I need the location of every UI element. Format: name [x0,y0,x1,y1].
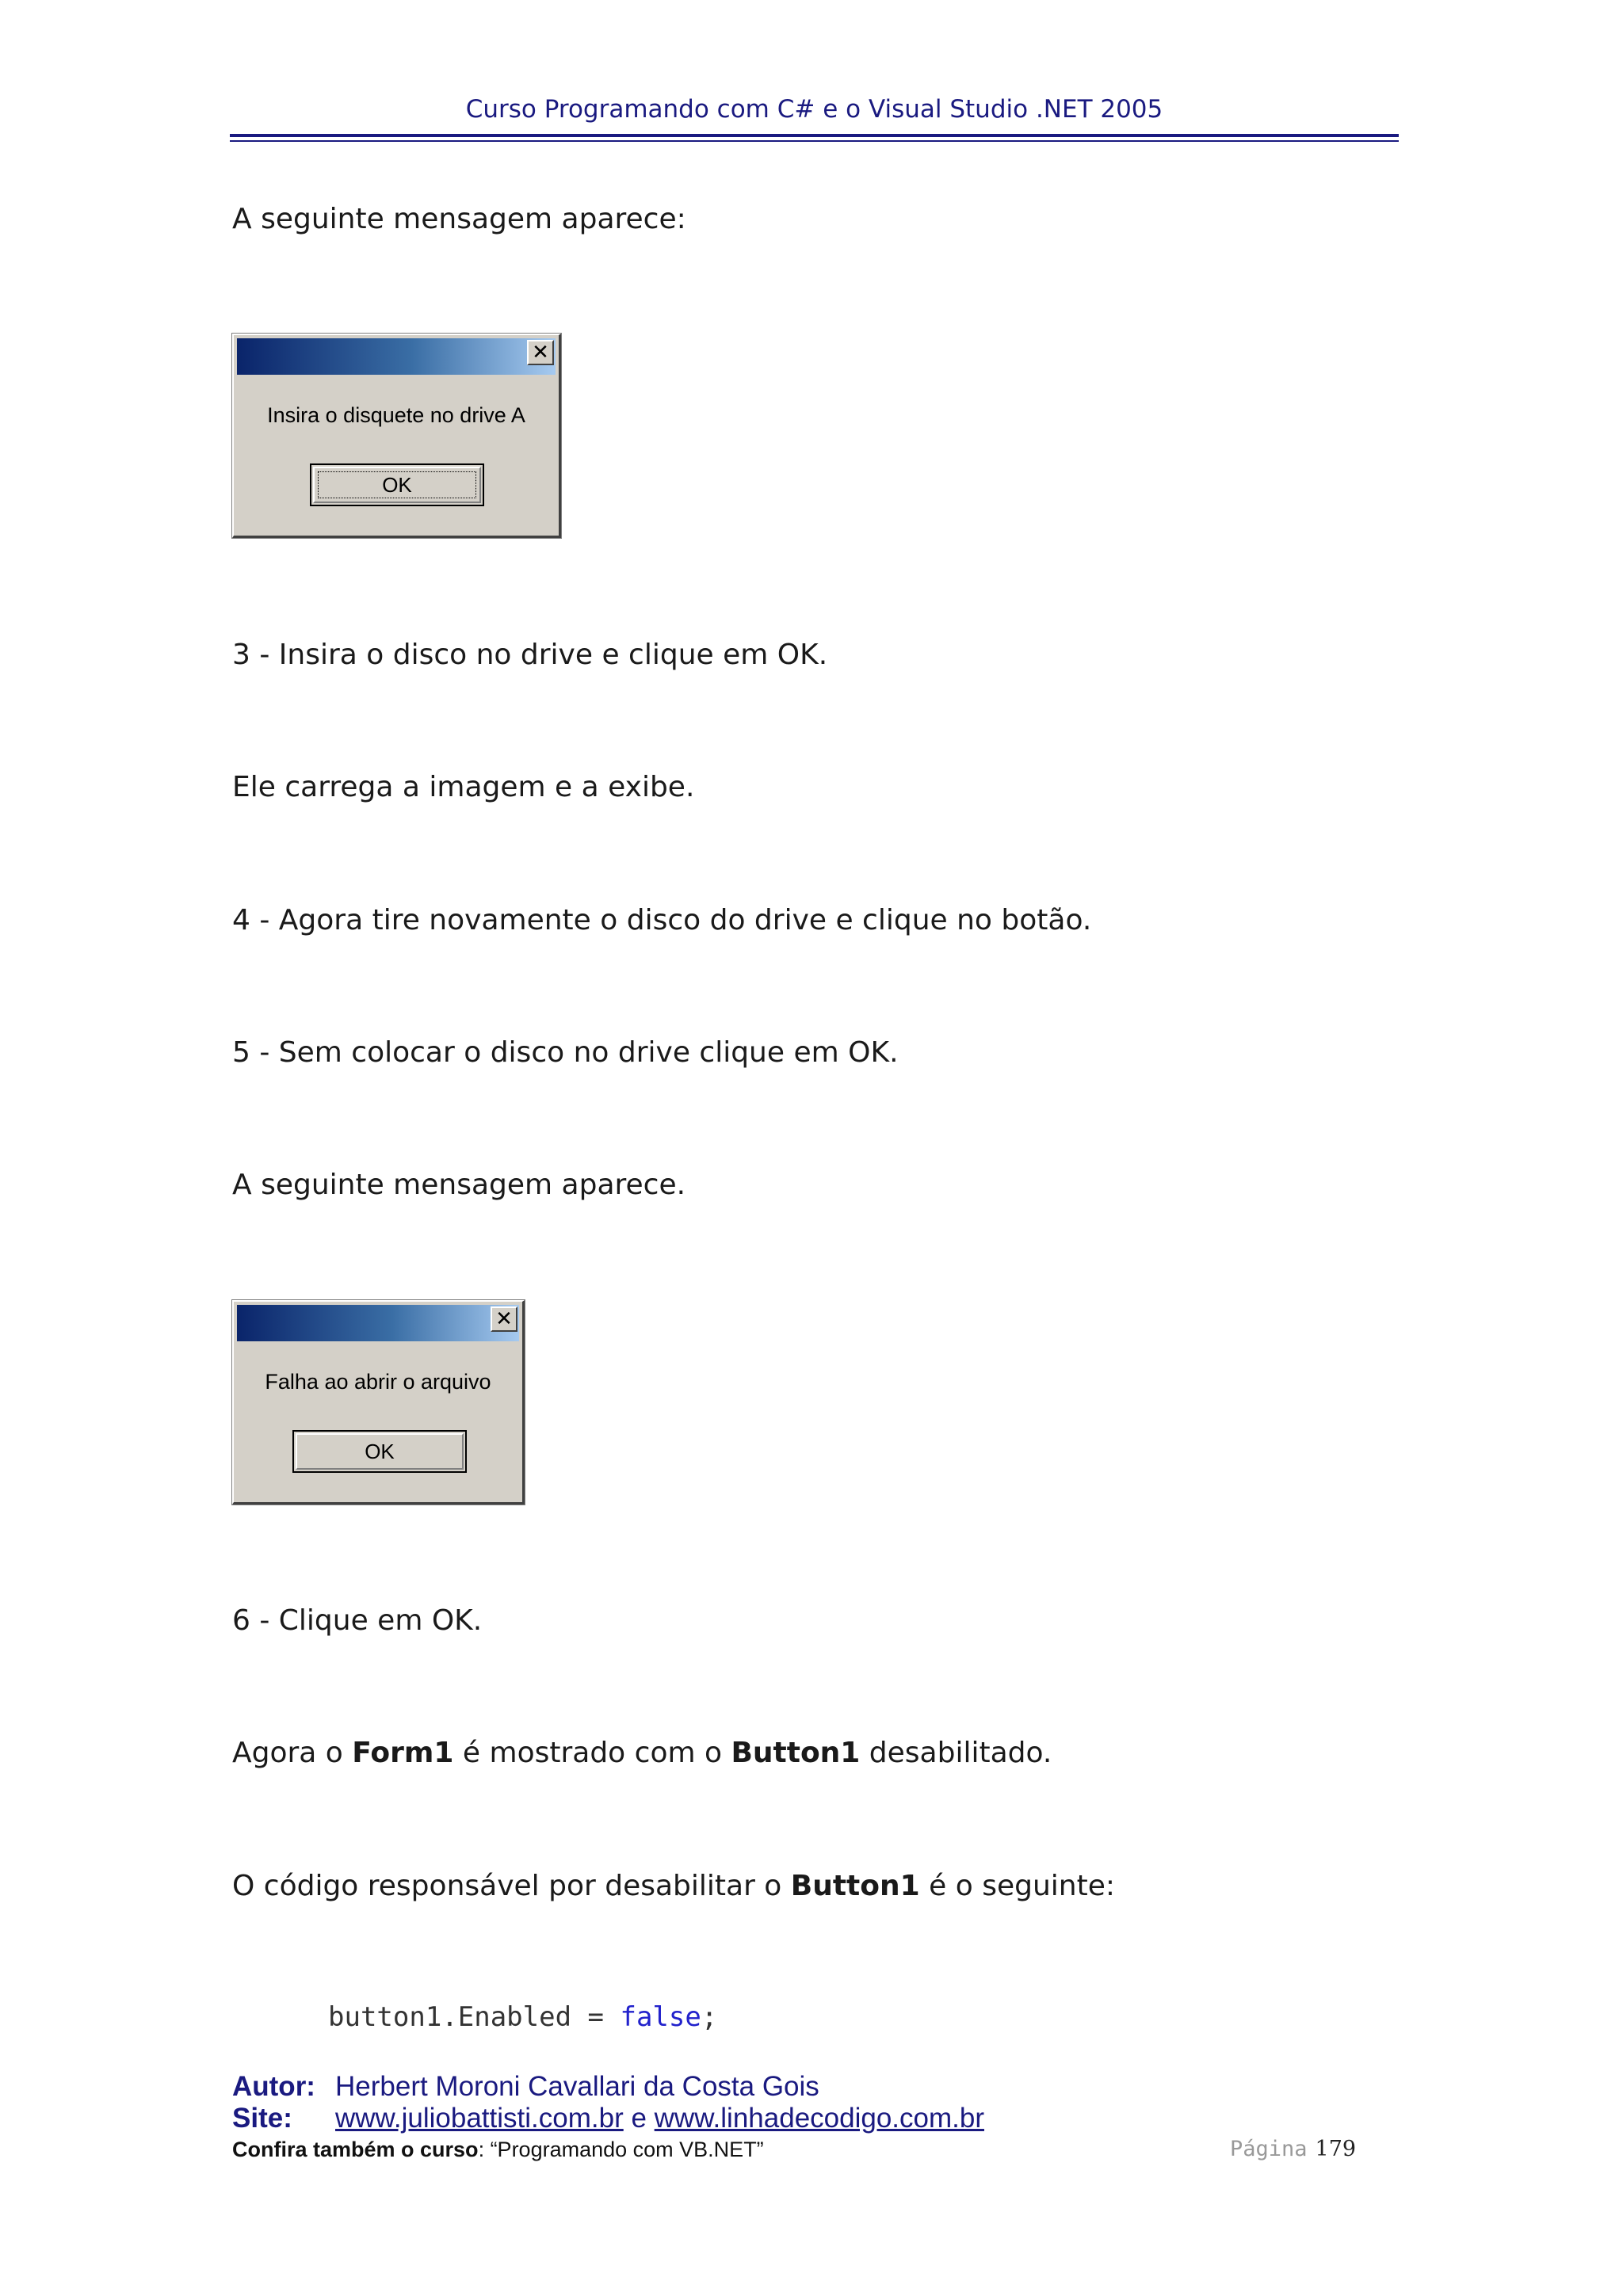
dialog-message: Insira o disquete no drive A [267,403,525,427]
page-header-title: Curso Programando com C# e o Visual Studio .NET 2005 [465,95,1163,124]
paragraph-code-intro: O código responsável por desabilitar o Button1 é o seguinte: [232,1870,1115,1902]
paragraph-message-appears-2: A seguinte mensagem aparece. [232,1169,686,1201]
author-name: Herbert Moroni Cavallari da Costa Gois [335,2071,819,2102]
page-label: Página [1230,2137,1308,2161]
page-number-value: 179 [1315,2137,1357,2161]
paragraph-form1-shown: Agora o Form1 é mostrado com o Button1 desabilitado. [232,1737,1052,1769]
ok-button[interactable] [310,463,484,506]
footer-course-note: Confira também o curso: “Programando com VB.NET” [232,2138,764,2161]
dialog-title-bar [237,1305,519,1341]
author-label: Autor: [232,2071,315,2102]
code-keyword: false [620,2001,701,2033]
paragraph-step-6: 6 - Clique em OK. [232,1604,483,1637]
close-icon[interactable]: ✕ [491,1306,517,1332]
paragraph-step-5: 5 - Sem colocar o disco no drive clique em OK. [232,1036,899,1069]
header-rule [230,134,1399,137]
site-link-juliobattisti[interactable]: www.juliobattisti.com.br [335,2103,624,2134]
page-number [1230,2137,1356,2161]
site-label: Site: [232,2103,292,2134]
paragraph-message-appears-1: A seguinte mensagem aparece: [232,203,686,235]
dialog-open-failure [232,1300,525,1505]
footer-author [232,2071,819,2103]
form1-term: Form1 [352,1737,454,1769]
header-rule-thin [230,140,1399,142]
code-snippet: button1.Enabled = false; [328,2001,718,2033]
button1-term: Button1 [731,1737,861,1769]
close-icon[interactable]: ✕ [527,340,554,365]
paragraph-loads-image: Ele carrega a imagem e a exibe. [232,771,695,803]
paragraph-step-4: 4 - Agora tire novamente o disco do drive e clique no botão. [232,904,1092,936]
site-link-linhadecodigo[interactable]: www.linhadecodigo.com.br [654,2103,984,2134]
dialog-title-bar [237,338,556,375]
button1-term: Button1 [790,1870,920,1902]
dialog-message: Falha ao abrir o arquivo [265,1370,491,1394]
ok-button-label: OK [365,1439,395,1463]
ok-button-label: OK [382,472,412,497]
paragraph-step-3: 3 - Insira o disco no drive e clique em OK. [232,639,828,671]
footer-site: Site: www.juliobattisti.com.br e www.linhadecodigo.com.br [232,2103,984,2134]
ok-button[interactable] [292,1430,467,1473]
dialog-insert-disk [232,334,561,538]
